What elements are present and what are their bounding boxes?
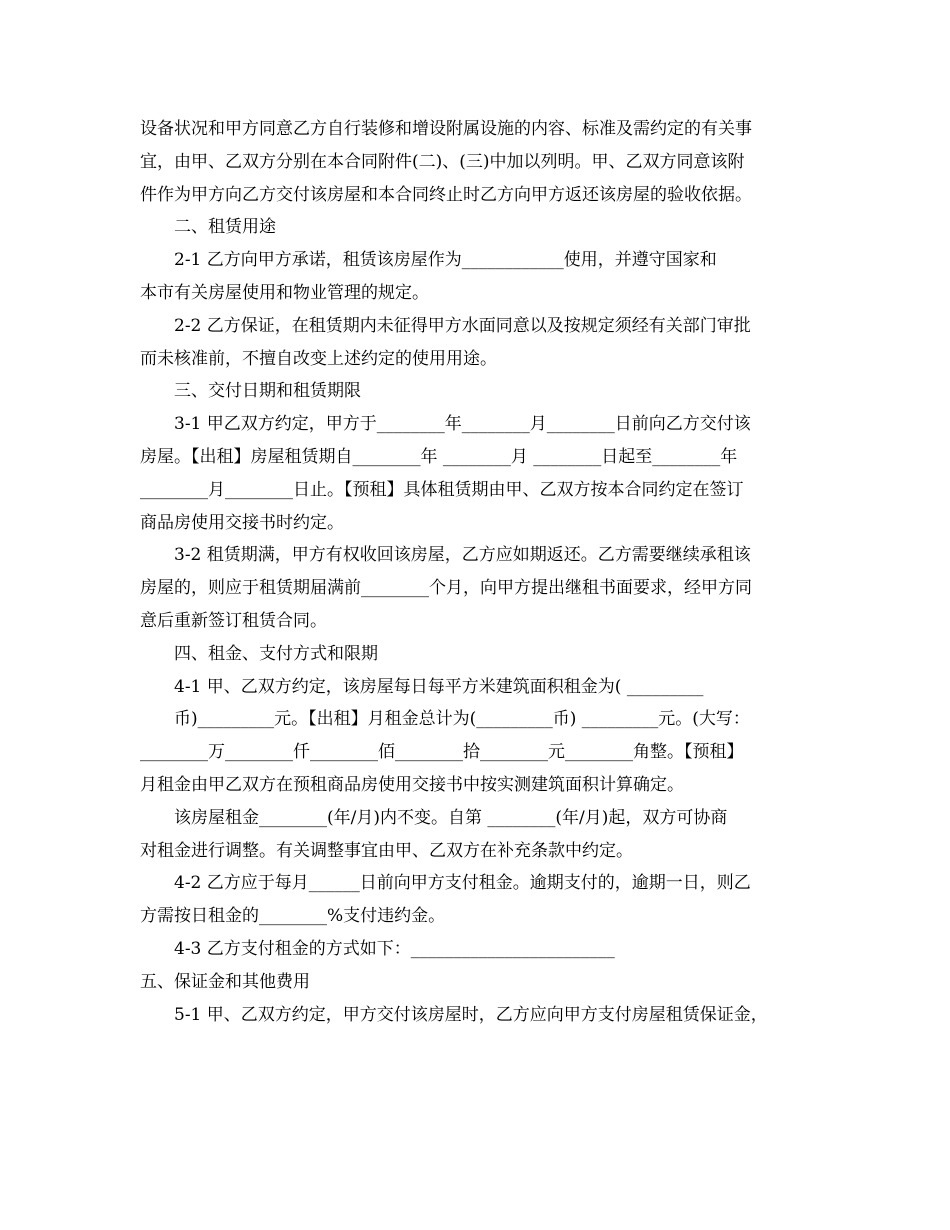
clause-5-1: 5-1 甲、乙双方约定，甲方交付该房屋时，乙方应向甲方支付房屋租赁保证金， — [174, 1004, 768, 1025]
section-heading-delivery-term: 三、交付日期和租赁期限 — [174, 381, 361, 402]
text-line: 方需按日租金的________%支付违约金。 — [140, 906, 446, 927]
section-heading-usage: 二、租赁用途 — [174, 217, 276, 238]
text-line: 宜，由甲、乙双方分别在本合同附件(二)、(三)中加以列明。甲、乙双方同意该附 — [140, 151, 745, 172]
text-line: ________万________仟________佰________拾________元________角整。【预租】 — [140, 742, 744, 763]
text-line: 币)_________元。【出租】月租金总计为(_________币) _________元。(大写： — [174, 709, 750, 730]
contract-text — [140, 113, 830, 1031]
clause-3-2: 3-2 租赁期满，甲方有权收回该房屋，乙方应如期返还。乙方需要继续承租该 — [174, 545, 751, 566]
text-line: 对租金进行调整。有关调整事宜由甲、乙双方在补充条款中约定。 — [140, 840, 633, 861]
text-line: ________月________日止。【预租】具体租赁期由甲、乙双方按本合同约定在签订 — [140, 479, 744, 500]
clause-2-1: 2-1 乙方向甲方承诺，租赁该房屋作为____________使用，并遵守国家和 — [174, 250, 717, 271]
clause-2-2: 2-2 乙方保证，在租赁期内未征得甲方水面同意以及按规定须经有关部门审批 — [174, 315, 751, 336]
text-line: 件作为甲方向乙方交付该房屋和本合同终止时乙方向甲方返还该房屋的验收依据。 — [140, 184, 752, 205]
text-line: 月租金由甲乙双方在预租商品房使用交接书中按实测建筑面积计算确定。 — [140, 774, 684, 795]
clause-4-3: 4-3 乙方支付租金的方式如下：________________________ — [174, 938, 615, 959]
text-line: 该房屋租金________(年/月)内不变。自第 ________(年/月)起，双方可协商 — [174, 807, 728, 828]
text-line: 本市有关房屋使用和物业管理的规定。 — [140, 282, 429, 303]
clause-4-2: 4-2 乙方应于每月______日前向甲方支付租金。逾期支付的，逾期一日，则乙 — [174, 873, 751, 894]
text-line: 房屋的，则应于租赁期届满前________个月，向甲方提出继租书面要求，经甲方同 — [140, 578, 752, 599]
section-heading-deposit-fees: 五、保证金和其他费用 — [140, 971, 310, 992]
text-line: 意后重新签订租赁合同。 — [140, 610, 327, 631]
text-line: 房屋。【出租】房屋租赁期自________年 ________月 ________日起至________年 — [140, 446, 738, 467]
text-line: 商品房使用交接书时约定。 — [140, 512, 344, 533]
clause-3-1: 3-1 甲乙双方约定，甲方于________年________月________日前向乙方交付该 — [174, 414, 751, 435]
text-line: 设备状况和甲方同意乙方自行装修和增设附属设施的内容、标准及需约定的有关事 — [140, 119, 752, 139]
clause-4-1: 4-1 甲、乙双方约定，该房屋每日每平方米建筑面积租金为( _________ — [174, 676, 704, 697]
text-line: 而未核准前，不擅自改变上述约定的使用用途。 — [140, 348, 497, 369]
section-heading-rent-payment: 四、租金、支付方式和限期 — [174, 643, 378, 664]
